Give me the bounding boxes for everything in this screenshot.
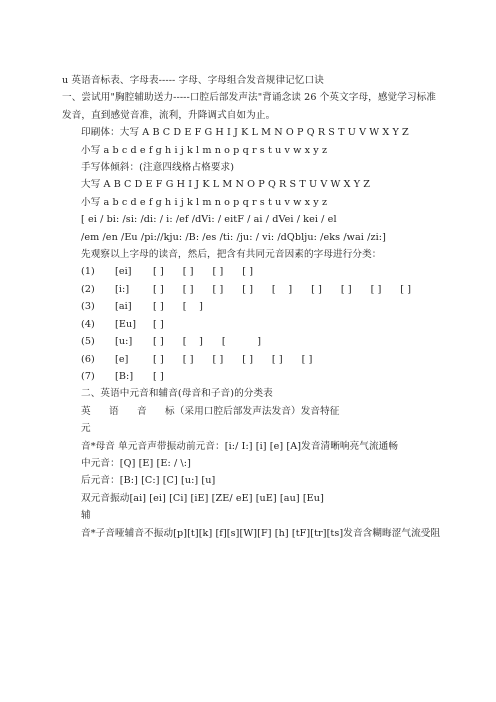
row-slots: [ ] [ ] [ ] [ ]	[153, 266, 254, 278]
row-sound: [i:]	[115, 283, 130, 295]
header-cell: 音	[137, 405, 147, 417]
phonetic-line-2: /em /en /Eu /pi://kju: /B: /es /ti: /ju: / vi: /dQblju: /eks /wai /zi:]	[81, 231, 386, 243]
row-number: (4)	[81, 318, 95, 330]
handwriting-uppercase-line: 大写 A B C D E F G H I J K L M N O P Q R S T U V W X Y Z	[81, 179, 371, 191]
header-cell: 语	[109, 405, 119, 417]
vowel-label: 元	[81, 423, 91, 435]
consonant-label: 辅	[81, 510, 91, 522]
row-number: (7)	[81, 370, 95, 382]
header-cell: 标（采用口腔后部发声法发音）发音特征	[165, 405, 340, 417]
category-row-5	[62, 333, 442, 350]
consonant-line: 音*子音哑辅音不振动[p][t][k] [f][s][W][F] [h] [tF][tr][ts]发音含糊晦涩气流受阻	[81, 527, 441, 539]
intro-paragraph: 一、尝试用"胸腔辅助送力-----口腔后部发声法"背诵念读 26 个英文字母，感觉学习标准发音，直到感觉音准，流利，升降调式自如为止。	[62, 92, 437, 121]
row-number: (3)	[81, 301, 95, 313]
category-row-7	[62, 368, 442, 385]
handwriting-lowercase-line: 小写 a b c d e f g h i j k l m n o p q r s t u v w x y z	[81, 196, 328, 208]
row-slots: [ ] [ ] [ ] [ ] [ ] [ ] [ ] [ ] [ ]	[153, 283, 412, 295]
row-slots: [ ] [ ] [ ] [ ] [ ] [ ]	[153, 353, 313, 365]
category-row-3	[62, 298, 442, 315]
table-header-row	[62, 403, 442, 420]
row-sound: [Eu]	[115, 318, 137, 330]
row-number: (6)	[81, 353, 95, 365]
header-cell: 英	[81, 405, 91, 417]
category-row-6	[62, 351, 442, 368]
document-body	[62, 72, 442, 542]
section-2-heading: 二、英语中元音和辅音(母音和子音)的分类表	[81, 388, 273, 400]
title-line: u 英语音标表、字母表----- 字母、字母组合发音规律记忆口诀	[62, 75, 324, 86]
row-sound: [ei]	[115, 266, 132, 278]
row-slots: [ ]	[153, 370, 164, 382]
row-number: (1)	[81, 266, 95, 278]
row-sound: [B:]	[115, 370, 134, 382]
row-slots: [ ] [ ] [ ]	[153, 336, 262, 348]
row-number: (2)	[81, 283, 95, 295]
print-uppercase-line: 印刷体：大写 A B C D E F G H I J K L M N O P Q R S T U V W X Y Z	[81, 127, 409, 139]
row-slots: [ ]	[153, 318, 164, 330]
handwriting-title: 手写体倾斜：(注意四线格占格要求)	[81, 162, 235, 174]
diphthong-line: 双元音振动[ai] [ei] [Ci] [iE] [ZE/ eE] [uE] [au] [Eu]	[81, 492, 324, 504]
row-slots: [ ] [ ]	[153, 301, 204, 313]
category-row-2	[62, 281, 442, 298]
central-vowel-line: 中元音：[Q] [E] [E: / \:]	[81, 457, 191, 469]
row-number: (5)	[81, 336, 95, 348]
row-sound: [ai]	[115, 301, 132, 313]
category-row-1	[62, 263, 442, 280]
row-sound: [u:]	[115, 336, 133, 348]
print-lowercase-line: 小写 a b c d e f g h i j k l m n o p q r s t u v w x y z	[81, 144, 328, 156]
phonetic-line-1: [ ei / bi: /si: /di: / i: /ef /dVi: / eitF / ai / dVei / kei / el	[81, 214, 337, 226]
row-sound: [e]	[115, 353, 129, 365]
back-vowel-line: 后元音：[B:] [C:] [C] [u:] [u]	[81, 475, 216, 487]
category-row-4	[62, 316, 442, 333]
observe-instruction: 先观察以上字母的读音，然后，把含有共同元音因素的字母进行分类：	[81, 249, 382, 261]
monophthong-line: 音*母音 单元音声带振动前元音：[i:/ I:] [i] [e] [A]发音清晰响亮气流通畅	[81, 440, 399, 452]
